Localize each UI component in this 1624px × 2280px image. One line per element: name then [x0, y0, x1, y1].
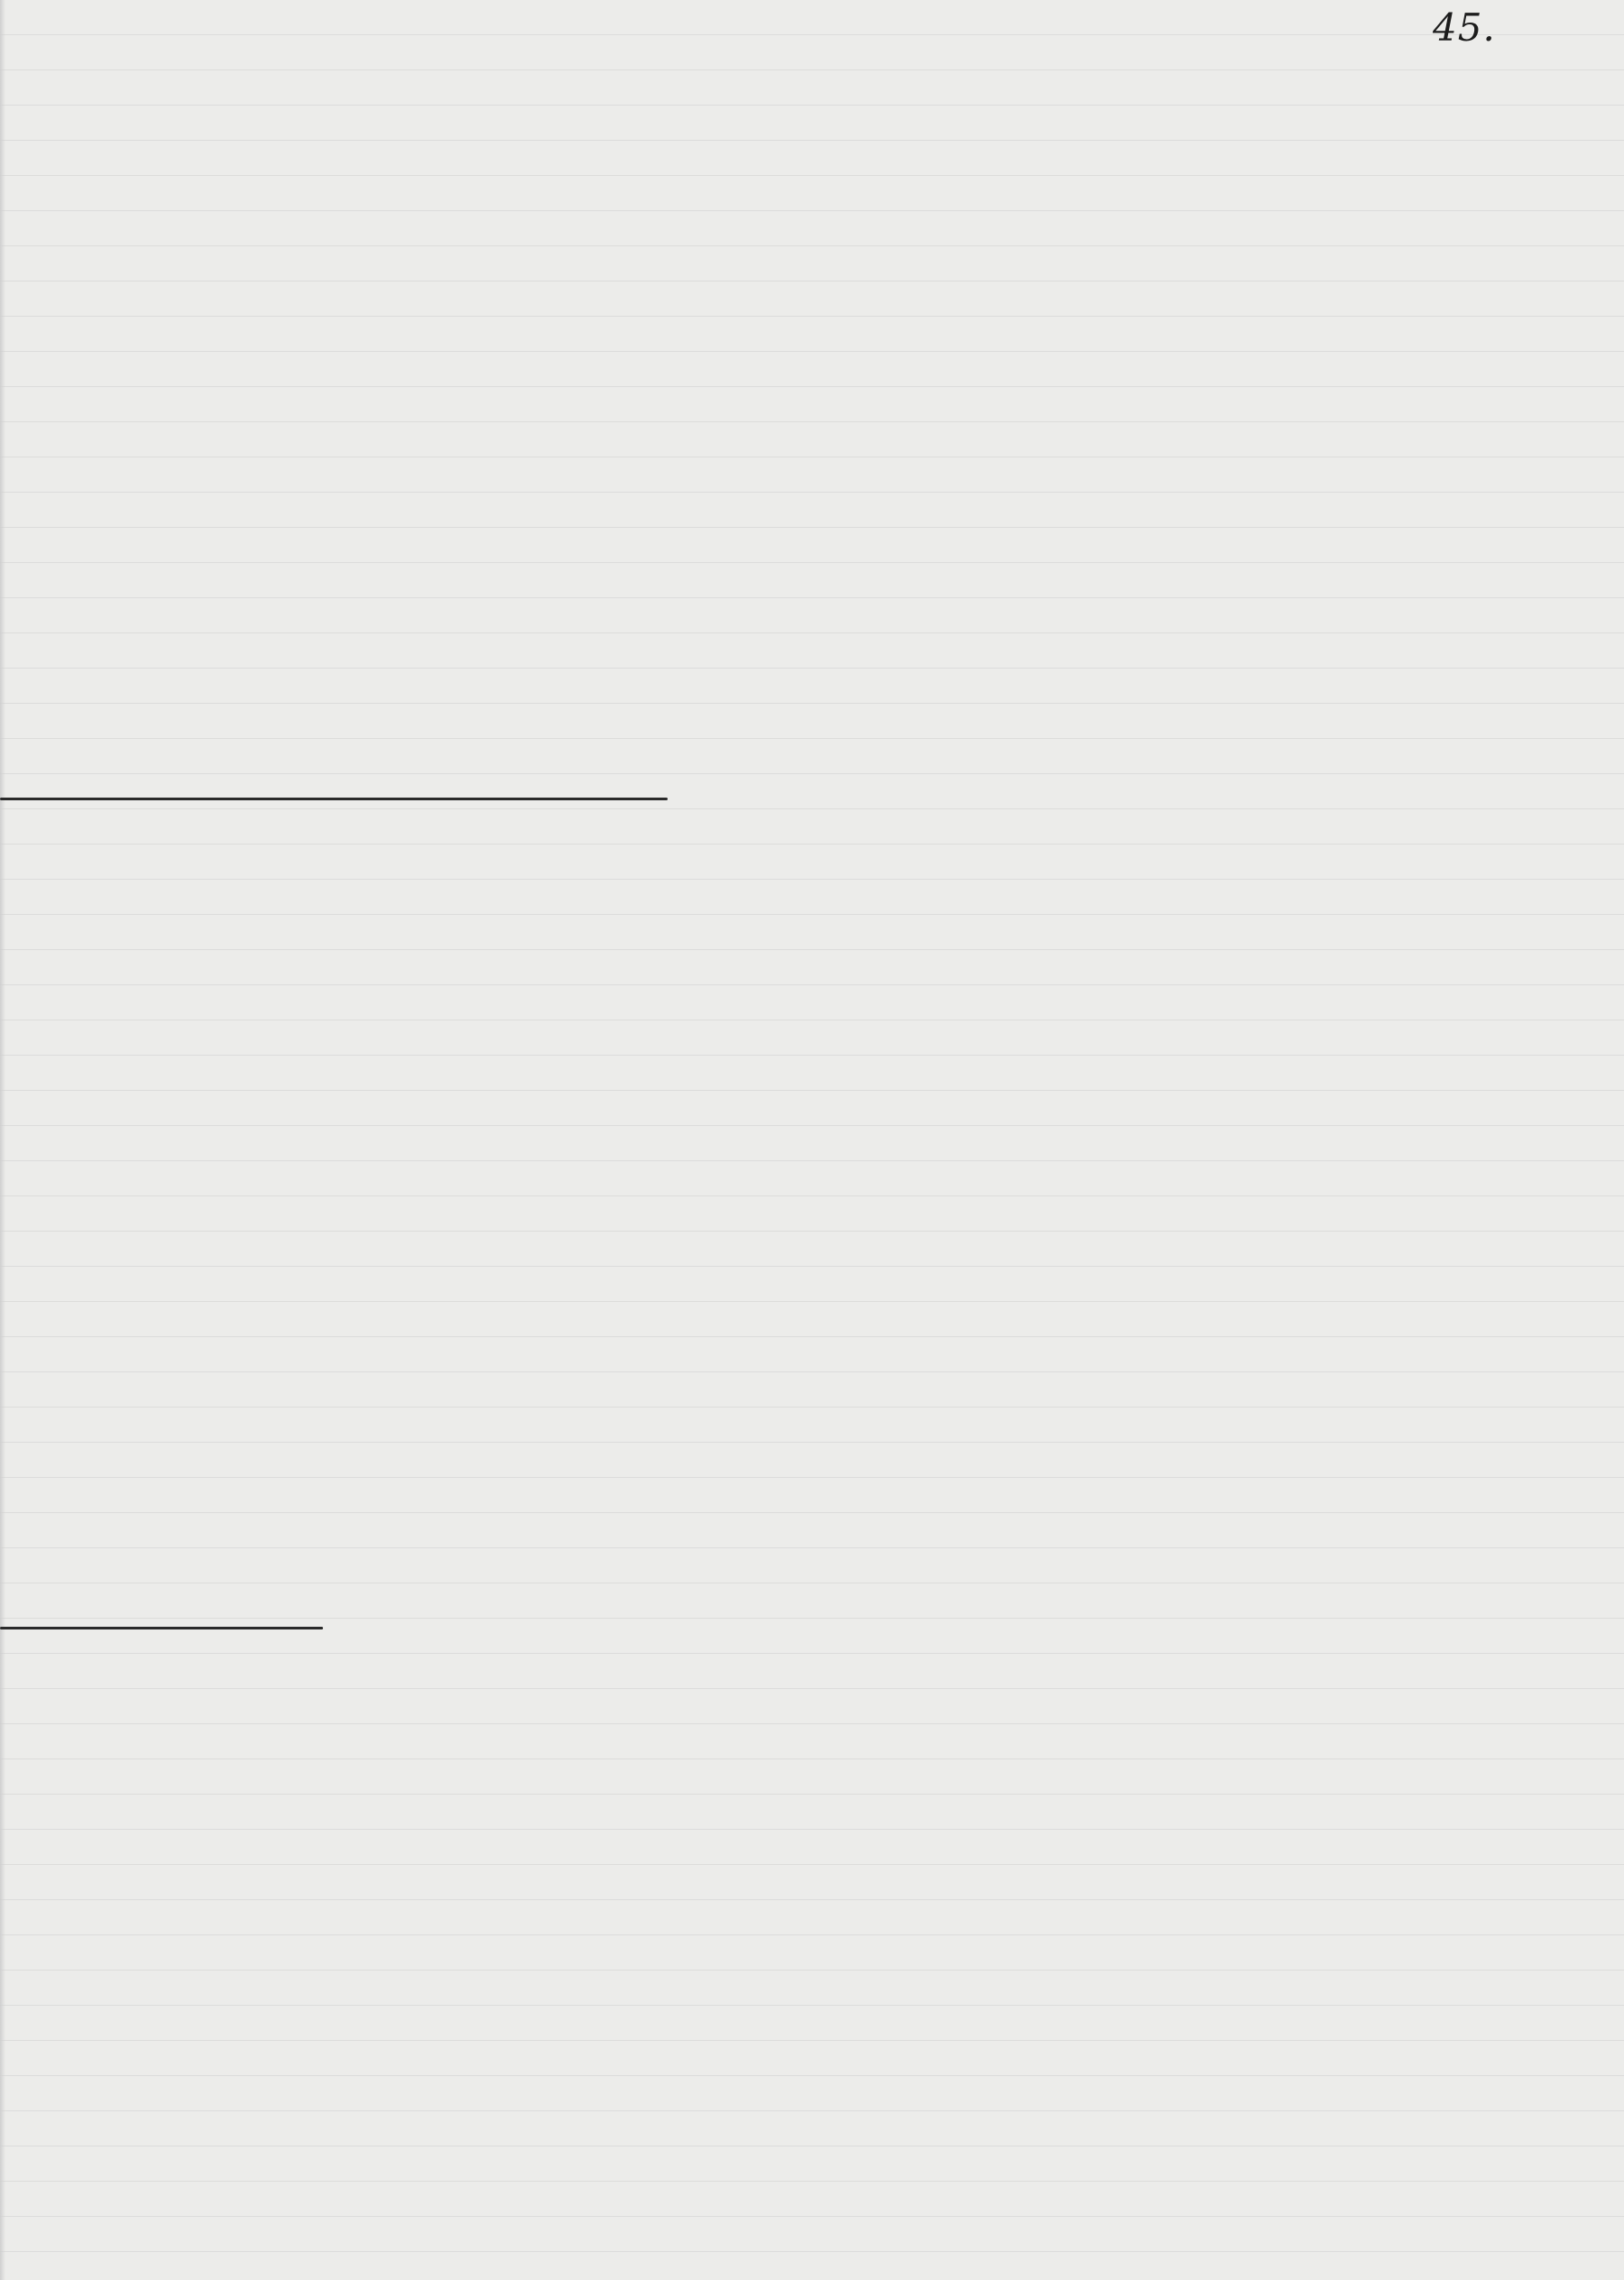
- page-edge-shadow: [0, 0, 5, 2280]
- page-number: 45.: [1433, 5, 1496, 50]
- footnote-divider-1: [0, 798, 668, 800]
- footnote-divider-2: [0, 1627, 323, 1629]
